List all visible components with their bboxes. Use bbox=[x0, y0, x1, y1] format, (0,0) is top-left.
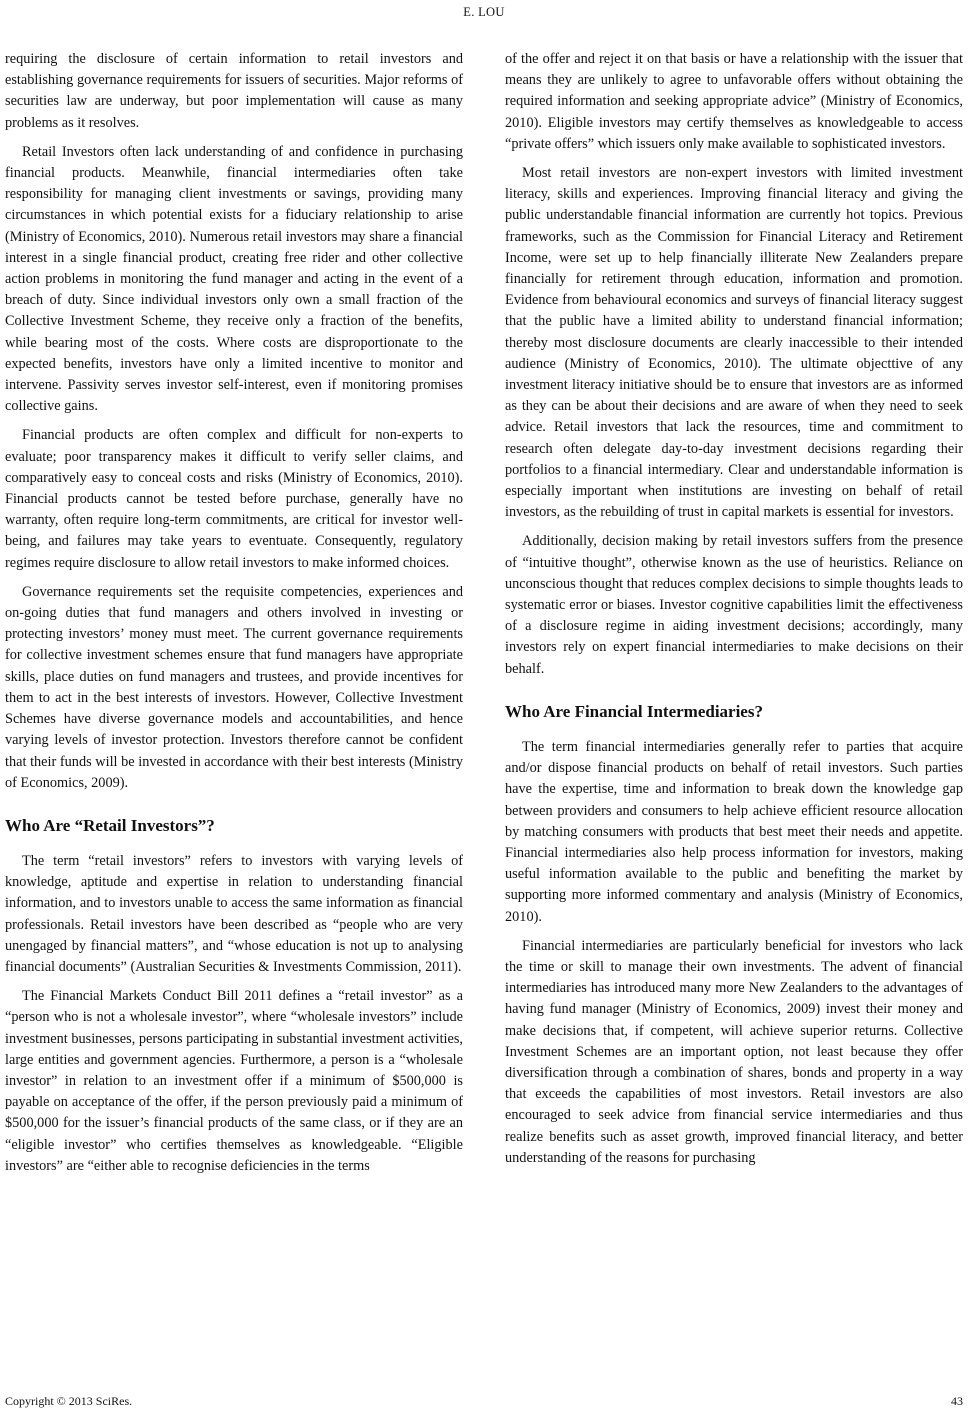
section-heading: Who Are Financial Intermediaries? bbox=[505, 701, 763, 721]
paragraph: Additionally, decision making by retail investors suffers from the presence of “intuitive thought”, otherwise known as the use of heuristics. Reliance on unconscious thought that reduces complex decisions to simple thoughts leads to systematic error or biases. Investor cognitive capabilities limit the effectiveness of a disclosure regime in aiding investment decisions; accordingly, many investors rely on expert financial intermediaries to make decisions on their behalf. bbox=[505, 533, 963, 677]
paragraph: of the offer and reject it on that basis or have a relationship with the issuer that means they are unlikely to agree to unfavorable offers without obtaining the required information and seeking appropriate advice” (Ministry of Economics, 2010). Eligible investors may certify themselves as knowledgeable to access “private offers” which issuers only make available to sophisticated investors. bbox=[505, 51, 963, 152]
page-number: 43 bbox=[951, 1394, 963, 1408]
paragraph: Financial intermediaries are particularly beneficial for investors who lack the time or skill to manage their own investments. The advent of financial intermediaries has introduced many more New Zealanders to the advantages of having fund manager (Ministry of Economics, 2009) invest their money and make decisions that, if competent, will achieve superior returns. Collective Investment Schemes are an important option, not least because they offer diversification through a combination of shares, bonds and property in a way that exceeds the capabilities of most investors. Retail investors are also encouraged to seek advice from financial service intermediaries and thus realize benefits such as asset growth, improved financial literacy, and better understanding of the reasons for purchasing bbox=[505, 937, 963, 1166]
paragraph: Financial products are often complex and difficult for non-experts to evaluate; poor transparency makes it difficult to verify seller claims, and comparatively easy to conceal costs and risks (Ministry of Economics, 2010). Financial products cannot be tested before purchase, generally have no warranty, often require long-term commitments, are critical for investor well-being, and failures may take years to eventuate. Consequently, regulatory regimes require disclosure to allow retail investors to make informed choices. bbox=[5, 427, 463, 571]
paragraph: The term financial intermediaries generally refer to parties that acquire and/or dispose financial products on behalf of retail investors. Such parties have the expertise, time and information to break down the knowledge gap between providers and consumers to help achieve efficient resource allocation by matching consumers with products that best meet their needs and appetite. Financial intermediaries also help process information for investors, making useful information available to the public and benefiting the market by supporting more informed commentary and analysis (Ministry of Economics, 2010). bbox=[505, 738, 963, 925]
paragraph: The Financial Markets Conduct Bill 2011 defines a “retail investor” as a “person who is not a wholesale investor”, where “wholesale investors” include investment businesses, persons participating in substantial investment activities, large entities and government agencies. Furthermore, a person is a “wholesale investor” in relation to an investment offer if a minimum of $500,000 is payable on acceptance of the offer, if the person previously paid a minimum of $500,000 for the issuer’s financial products of the same class, or if they are an “eligible investor” who certifies themselves as knowledgeable. “Eligible investors” are “either able to recognise deficiencies in the terms bbox=[5, 988, 463, 1174]
left-column bbox=[5, 49, 463, 1185]
paragraph: Most retail investors are non-expert investors with limited investment literacy, skills and experiences. Improving financial literacy and giving the public understandable financial information are currently hot topics. Previous frameworks, such as the Commission for Financial Literacy and Retirement Income, were set up to help financially illiterate New Zealanders prepare financially for retirement through education, information and promotion. Evidence from behavioural economics and surveys of financial literacy suggest that the public have a limited ability to understand financial information; thereby most disclosure documents are clearly inaccessible to their intended audience (Ministry of Economics, 2010). The ultimate objecttive of any investment literacy initiative should be to ensure that investors are as informed as they can be about their decisions and are aware of when they need to seek advice. Retail investors that lack the resources, time and commitment to research often delegate day-to-day investment decisions regarding their portfolios to a financial intermediary. Clear and understandable information is especially important when institutions are investing on behalf of retail investors, as the rebuilding of trust in capital markets is essential for investors. bbox=[505, 165, 963, 521]
paragraph: The term “retail investors” refers to investors with varying levels of knowledge, aptitude and expertise in relation to understanding financial information, and to investors unable to access the same information as financial professionals. Retail investors have been described as “people who are very unengaged by financial matters”, and “whose education is not up to analysing financial documents” (Australian Securities & Investments Commission, 2011). bbox=[5, 852, 463, 975]
section-heading: Who Are “Retail Investors”? bbox=[5, 815, 215, 835]
paragraph: Governance requirements set the requisite competencies, experiences and on-going duties that fund managers and others involved in investing or protecting investors’ money must meet. The current governance requirements for collective investment schemes ensure that fund managers have appropriate skills, place duties on fund managers and trustees, and provide incentives for them to act in the best interests of investors. However, Collective Investment Schemes have diverse governance models and accountabilities, and hence varying levels of investor protection. Investors therefore cannot be confident that their funds will be invested in accordance with their best interests (Ministry of Economics, 2009). bbox=[5, 583, 463, 791]
page-footer bbox=[5, 1394, 963, 1409]
paragraph: requiring the disclosure of certain information to retail investors and establishing governance requirements for issuers of securities. Major reforms of securities law are underway, but poor implementation will cause as many problems as it resolves. bbox=[5, 51, 463, 131]
copyright-notice: Copyright © 2013 SciRes. bbox=[5, 1394, 133, 1408]
paragraph: Retail Investors often lack understanding of and confidence in purchasing financial products. Meanwhile, financial intermediaries often take responsibility for managing client investments or savings, providing many circumstances in which potential exists for a fiduciary relationship to arise (Ministry of Economics, 2010). Numerous retail investors may share a financial interest in a single financial product, creating free rider and other collective action problems in monitoring the fund manager and acting in the event of a breach of duty. Since individual investors only own a small fraction of the Collective Investment Scheme, they receive only a fraction of the benefits, while bearing most of the costs. Where costs are disproportionate to the expected benefits, investors have only a limited incentive to monitor and intervene. Passivity serves investor self-interest, even if monitoring promises collective gains. bbox=[5, 143, 463, 415]
running-head: E. LOU bbox=[463, 5, 505, 19]
right-column bbox=[505, 49, 963, 1177]
